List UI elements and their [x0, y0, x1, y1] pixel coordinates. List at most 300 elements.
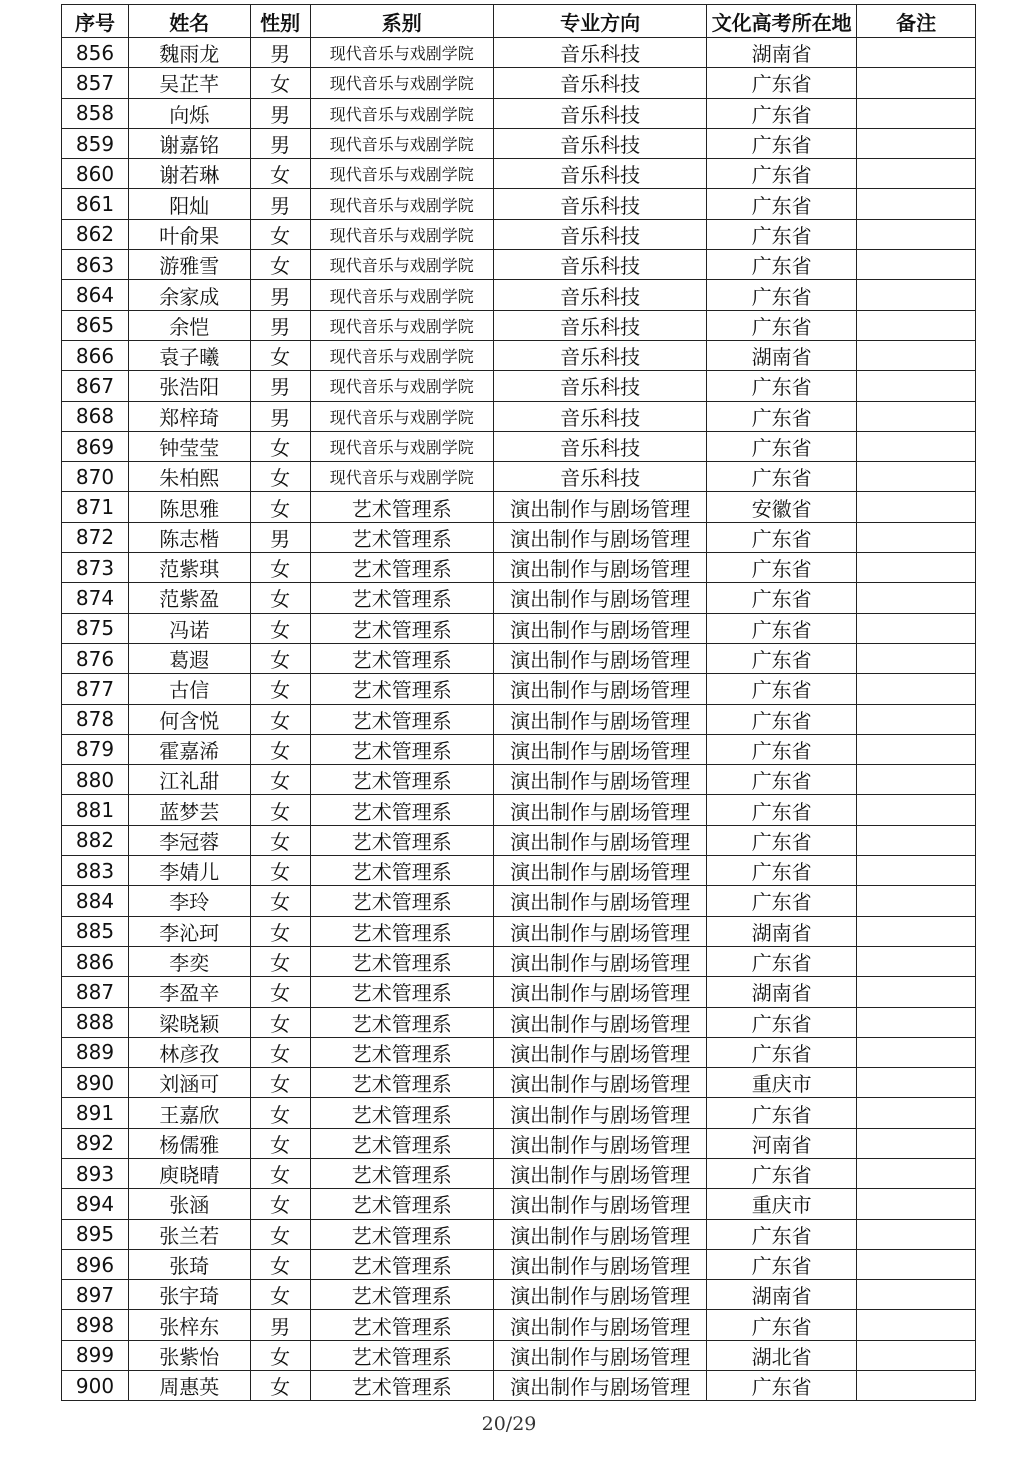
cell-note: [857, 492, 976, 522]
cell-no: 891: [62, 1098, 129, 1128]
cell-dept: 艺术管理系: [310, 1007, 494, 1037]
cell-no: 899: [62, 1340, 129, 1370]
cell-major: 音乐科技: [494, 371, 707, 401]
table-row: [62, 643, 976, 673]
cell-note: [857, 340, 976, 370]
cell-name: 谢嘉铭: [128, 128, 250, 158]
cell-name: 周惠英: [128, 1371, 250, 1401]
cell-major: 音乐科技: [494, 431, 707, 461]
cell-no: 884: [62, 886, 129, 916]
cell-major: 音乐科技: [494, 280, 707, 310]
table-row: [62, 38, 976, 68]
cell-dept: 现代音乐与戏剧学院: [310, 462, 494, 492]
cell-dept: 艺术管理系: [310, 643, 494, 673]
cell-sex: 女: [250, 1007, 310, 1037]
cell-sex: 女: [250, 1128, 310, 1158]
cell-name: 张紫怡: [128, 1340, 250, 1370]
cell-major: 音乐科技: [494, 250, 707, 280]
cell-name: 杨儒雅: [128, 1128, 250, 1158]
table-row: [62, 219, 976, 249]
cell-name: 陈思雅: [128, 492, 250, 522]
cell-dept: 现代音乐与戏剧学院: [310, 431, 494, 461]
cell-sex: 男: [250, 522, 310, 552]
cell-note: [857, 401, 976, 431]
cell-name: 霍嘉浠: [128, 734, 250, 764]
cell-major: 演出制作与剧场管理: [494, 1219, 707, 1249]
cell-major: 演出制作与剧场管理: [494, 1128, 707, 1158]
cell-no: 863: [62, 250, 129, 280]
table-row: [62, 553, 976, 583]
cell-province: 广东省: [707, 946, 857, 976]
table-body: [62, 38, 976, 1401]
cell-dept: 现代音乐与戏剧学院: [310, 38, 494, 68]
cell-province: 广东省: [707, 462, 857, 492]
cell-province: 广东省: [707, 371, 857, 401]
cell-no: 882: [62, 825, 129, 855]
cell-sex: 女: [250, 462, 310, 492]
cell-note: [857, 159, 976, 189]
cell-province: 湖南省: [707, 38, 857, 68]
cell-note: [857, 1068, 976, 1098]
table-row: [62, 916, 976, 946]
cell-name: 范紫盈: [128, 583, 250, 613]
cell-dept: 艺术管理系: [310, 1249, 494, 1279]
cell-sex: 女: [250, 765, 310, 795]
cell-name: 张梓东: [128, 1310, 250, 1340]
cell-note: [857, 1310, 976, 1340]
cell-dept: 艺术管理系: [310, 795, 494, 825]
cell-major: 演出制作与剧场管理: [494, 916, 707, 946]
cell-note: [857, 1371, 976, 1401]
cell-name: 李沁珂: [128, 916, 250, 946]
cell-sex: 女: [250, 1037, 310, 1067]
cell-province: 广东省: [707, 1007, 857, 1037]
cell-no: 858: [62, 98, 129, 128]
cell-note: [857, 674, 976, 704]
cell-sex: 女: [250, 886, 310, 916]
table-row: [62, 613, 976, 643]
cell-note: [857, 522, 976, 552]
cell-province: 广东省: [707, 1249, 857, 1279]
cell-no: 870: [62, 462, 129, 492]
cell-name: 袁子曦: [128, 340, 250, 370]
cell-note: [857, 431, 976, 461]
cell-major: 演出制作与剧场管理: [494, 1158, 707, 1188]
cell-note: [857, 1280, 976, 1310]
cell-name: 谢若琳: [128, 159, 250, 189]
table-row: [62, 1158, 976, 1188]
cell-major: 演出制作与剧场管理: [494, 553, 707, 583]
cell-name: 梁晓颖: [128, 1007, 250, 1037]
header-sex: 性别: [250, 5, 310, 38]
cell-name: 张涵: [128, 1189, 250, 1219]
cell-province: 广东省: [707, 613, 857, 643]
cell-province: 广东省: [707, 704, 857, 734]
cell-name: 朱柏熙: [128, 462, 250, 492]
table-row: [62, 1189, 976, 1219]
cell-no: 881: [62, 795, 129, 825]
cell-no: 879: [62, 734, 129, 764]
cell-note: [857, 1340, 976, 1370]
cell-major: 演出制作与剧场管理: [494, 946, 707, 976]
cell-no: 892: [62, 1128, 129, 1158]
cell-major: 演出制作与剧场管理: [494, 886, 707, 916]
table-header-row: [62, 5, 976, 38]
cell-name: 魏雨龙: [128, 38, 250, 68]
table-row: [62, 1310, 976, 1340]
header-name: 姓名: [128, 5, 250, 38]
cell-province: 重庆市: [707, 1189, 857, 1219]
cell-name: 阳灿: [128, 189, 250, 219]
cell-note: [857, 553, 976, 583]
cell-province: 湖南省: [707, 977, 857, 1007]
cell-note: [857, 371, 976, 401]
cell-note: [857, 68, 976, 98]
cell-sex: 女: [250, 916, 310, 946]
cell-major: 音乐科技: [494, 219, 707, 249]
table-row: [62, 310, 976, 340]
cell-no: 888: [62, 1007, 129, 1037]
cell-major: 演出制作与剧场管理: [494, 825, 707, 855]
table-row: [62, 765, 976, 795]
cell-no: 875: [62, 613, 129, 643]
cell-dept: 艺术管理系: [310, 1340, 494, 1370]
cell-note: [857, 1037, 976, 1067]
cell-major: 音乐科技: [494, 462, 707, 492]
cell-major: 演出制作与剧场管理: [494, 734, 707, 764]
cell-name: 王嘉欣: [128, 1098, 250, 1128]
table-row: [62, 1128, 976, 1158]
cell-dept: 艺术管理系: [310, 1219, 494, 1249]
cell-no: 898: [62, 1310, 129, 1340]
cell-no: 862: [62, 219, 129, 249]
cell-no: 869: [62, 431, 129, 461]
cell-dept: 艺术管理系: [310, 613, 494, 643]
cell-major: 演出制作与剧场管理: [494, 856, 707, 886]
cell-province: 河南省: [707, 1128, 857, 1158]
cell-note: [857, 1189, 976, 1219]
cell-note: [857, 1158, 976, 1188]
cell-no: 866: [62, 340, 129, 370]
cell-major: 音乐科技: [494, 38, 707, 68]
cell-no: 880: [62, 765, 129, 795]
cell-note: [857, 643, 976, 673]
table-row: [62, 886, 976, 916]
cell-name: 江礼甜: [128, 765, 250, 795]
cell-note: [857, 856, 976, 886]
cell-dept: 艺术管理系: [310, 856, 494, 886]
table-row: [62, 371, 976, 401]
cell-no: 877: [62, 674, 129, 704]
cell-sex: 女: [250, 825, 310, 855]
table-row: [62, 1280, 976, 1310]
cell-province: 广东省: [707, 250, 857, 280]
cell-dept: 现代音乐与戏剧学院: [310, 98, 494, 128]
cell-dept: 艺术管理系: [310, 1158, 494, 1188]
cell-sex: 女: [250, 643, 310, 673]
cell-note: [857, 1219, 976, 1249]
cell-note: [857, 38, 976, 68]
cell-name: 张琦: [128, 1249, 250, 1279]
cell-major: 演出制作与剧场管理: [494, 1068, 707, 1098]
cell-note: [857, 795, 976, 825]
cell-dept: 现代音乐与戏剧学院: [310, 371, 494, 401]
cell-sex: 女: [250, 613, 310, 643]
header-note: 备注: [857, 5, 976, 38]
cell-province: 广东省: [707, 522, 857, 552]
cell-no: 860: [62, 159, 129, 189]
cell-dept: 艺术管理系: [310, 583, 494, 613]
cell-province: 广东省: [707, 734, 857, 764]
table-row: [62, 522, 976, 552]
cell-note: [857, 189, 976, 219]
cell-name: 李冠蓉: [128, 825, 250, 855]
table-row: [62, 98, 976, 128]
cell-sex: 女: [250, 1158, 310, 1188]
table-row: [62, 704, 976, 734]
table-row: [62, 68, 976, 98]
cell-note: [857, 98, 976, 128]
cell-sex: 女: [250, 1068, 310, 1098]
cell-province: 广东省: [707, 795, 857, 825]
student-table: [61, 4, 976, 1401]
cell-note: [857, 765, 976, 795]
cell-dept: 艺术管理系: [310, 1037, 494, 1067]
cell-province: 广东省: [707, 128, 857, 158]
cell-note: [857, 613, 976, 643]
cell-name: 陈志楷: [128, 522, 250, 552]
cell-province: 广东省: [707, 189, 857, 219]
cell-dept: 艺术管理系: [310, 1189, 494, 1219]
cell-note: [857, 219, 976, 249]
cell-major: 演出制作与剧场管理: [494, 1280, 707, 1310]
cell-dept: 艺术管理系: [310, 825, 494, 855]
table-row: [62, 977, 976, 1007]
cell-province: 广东省: [707, 553, 857, 583]
cell-province: 广东省: [707, 856, 857, 886]
cell-name: 张浩阳: [128, 371, 250, 401]
table-row: [62, 340, 976, 370]
cell-dept: 艺术管理系: [310, 946, 494, 976]
table-row: [62, 946, 976, 976]
cell-sex: 女: [250, 250, 310, 280]
cell-major: 演出制作与剧场管理: [494, 1007, 707, 1037]
cell-note: [857, 825, 976, 855]
cell-name: 李玲: [128, 886, 250, 916]
cell-major: 演出制作与剧场管理: [494, 1249, 707, 1279]
cell-dept: 艺术管理系: [310, 492, 494, 522]
cell-sex: 女: [250, 1280, 310, 1310]
table-row: [62, 856, 976, 886]
cell-sex: 女: [250, 431, 310, 461]
cell-province: 重庆市: [707, 1068, 857, 1098]
table-row: [62, 189, 976, 219]
cell-no: 895: [62, 1219, 129, 1249]
cell-name: 冯诺: [128, 613, 250, 643]
cell-no: 878: [62, 704, 129, 734]
cell-name: 余恺: [128, 310, 250, 340]
cell-sex: 女: [250, 1189, 310, 1219]
cell-province: 湖南省: [707, 340, 857, 370]
cell-major: 音乐科技: [494, 340, 707, 370]
table-row: [62, 401, 976, 431]
cell-sex: 女: [250, 795, 310, 825]
cell-sex: 男: [250, 401, 310, 431]
cell-sex: 女: [250, 553, 310, 583]
cell-sex: 女: [250, 734, 310, 764]
cell-note: [857, 310, 976, 340]
cell-name: 蓝梦芸: [128, 795, 250, 825]
cell-major: 演出制作与剧场管理: [494, 643, 707, 673]
cell-name: 余家成: [128, 280, 250, 310]
cell-no: 886: [62, 946, 129, 976]
cell-major: 演出制作与剧场管理: [494, 1189, 707, 1219]
cell-no: 859: [62, 128, 129, 158]
table-row: [62, 1371, 976, 1401]
cell-name: 林彦孜: [128, 1037, 250, 1067]
cell-province: 安徽省: [707, 492, 857, 522]
cell-note: [857, 1128, 976, 1158]
cell-dept: 艺术管理系: [310, 553, 494, 583]
cell-name: 李盈辛: [128, 977, 250, 1007]
cell-sex: 女: [250, 159, 310, 189]
header-province: 文化高考所在地: [707, 5, 857, 38]
cell-note: [857, 704, 976, 734]
cell-name: 李婧儿: [128, 856, 250, 886]
cell-province: 广东省: [707, 159, 857, 189]
cell-name: 张兰若: [128, 1219, 250, 1249]
cell-note: [857, 916, 976, 946]
cell-dept: 现代音乐与戏剧学院: [310, 159, 494, 189]
table-row: [62, 795, 976, 825]
table-row: [62, 825, 976, 855]
cell-province: 广东省: [707, 1037, 857, 1067]
cell-no: 876: [62, 643, 129, 673]
cell-dept: 现代音乐与戏剧学院: [310, 250, 494, 280]
cell-dept: 现代音乐与戏剧学院: [310, 310, 494, 340]
cell-province: 广东省: [707, 765, 857, 795]
cell-dept: 现代音乐与戏剧学院: [310, 128, 494, 158]
cell-sex: 女: [250, 583, 310, 613]
table-row: [62, 462, 976, 492]
cell-province: 广东省: [707, 1310, 857, 1340]
cell-no: 873: [62, 553, 129, 583]
cell-province: 广东省: [707, 401, 857, 431]
cell-dept: 艺术管理系: [310, 1128, 494, 1158]
table-row: [62, 674, 976, 704]
table-row: [62, 1249, 976, 1279]
cell-dept: 艺术管理系: [310, 765, 494, 795]
cell-province: 广东省: [707, 583, 857, 613]
cell-note: [857, 946, 976, 976]
table-row: [62, 1098, 976, 1128]
cell-dept: 艺术管理系: [310, 916, 494, 946]
cell-note: [857, 583, 976, 613]
cell-note: [857, 462, 976, 492]
cell-no: 856: [62, 38, 129, 68]
cell-major: 演出制作与剧场管理: [494, 613, 707, 643]
cell-dept: 艺术管理系: [310, 886, 494, 916]
cell-note: [857, 886, 976, 916]
cell-sex: 女: [250, 492, 310, 522]
cell-sex: 男: [250, 98, 310, 128]
header-dept: 系别: [310, 5, 494, 38]
cell-sex: 女: [250, 1371, 310, 1401]
cell-note: [857, 280, 976, 310]
cell-sex: 女: [250, 340, 310, 370]
cell-no: 861: [62, 189, 129, 219]
table-row: [62, 250, 976, 280]
cell-major: 音乐科技: [494, 401, 707, 431]
cell-province: 广东省: [707, 310, 857, 340]
cell-major: 演出制作与剧场管理: [494, 1340, 707, 1370]
cell-no: 900: [62, 1371, 129, 1401]
cell-name: 何含悦: [128, 704, 250, 734]
cell-name: 叶俞果: [128, 219, 250, 249]
cell-no: 883: [62, 856, 129, 886]
cell-province: 广东省: [707, 643, 857, 673]
cell-no: 896: [62, 1249, 129, 1279]
cell-name: 张宇琦: [128, 1280, 250, 1310]
cell-name: 庾晓晴: [128, 1158, 250, 1188]
cell-dept: 现代音乐与戏剧学院: [310, 68, 494, 98]
cell-no: 857: [62, 68, 129, 98]
cell-no: 893: [62, 1158, 129, 1188]
cell-major: 演出制作与剧场管理: [494, 583, 707, 613]
cell-sex: 女: [250, 1098, 310, 1128]
cell-sex: 女: [250, 946, 310, 976]
table-row: [62, 583, 976, 613]
cell-dept: 艺术管理系: [310, 977, 494, 1007]
cell-note: [857, 128, 976, 158]
cell-major: 音乐科技: [494, 68, 707, 98]
table-row: [62, 159, 976, 189]
cell-major: 演出制作与剧场管理: [494, 795, 707, 825]
cell-no: 864: [62, 280, 129, 310]
cell-note: [857, 734, 976, 764]
cell-note: [857, 1007, 976, 1037]
cell-major: 演出制作与剧场管理: [494, 522, 707, 552]
cell-major: 演出制作与剧场管理: [494, 977, 707, 1007]
cell-dept: 艺术管理系: [310, 1098, 494, 1128]
header-major: 专业方向: [494, 5, 707, 38]
cell-major: 音乐科技: [494, 159, 707, 189]
cell-name: 李奕: [128, 946, 250, 976]
cell-no: 868: [62, 401, 129, 431]
cell-no: 885: [62, 916, 129, 946]
cell-province: 广东省: [707, 674, 857, 704]
cell-sex: 女: [250, 977, 310, 1007]
table-row: [62, 1340, 976, 1370]
cell-dept: 现代音乐与戏剧学院: [310, 401, 494, 431]
cell-major: 演出制作与剧场管理: [494, 1098, 707, 1128]
cell-major: 音乐科技: [494, 310, 707, 340]
cell-dept: 艺术管理系: [310, 1280, 494, 1310]
cell-province: 湖南省: [707, 1280, 857, 1310]
page-number: 20/29: [481, 1413, 537, 1435]
cell-no: 871: [62, 492, 129, 522]
cell-major: 音乐科技: [494, 189, 707, 219]
cell-name: 游雅雪: [128, 250, 250, 280]
cell-sex: 女: [250, 68, 310, 98]
cell-name: 向烁: [128, 98, 250, 128]
cell-sex: 女: [250, 674, 310, 704]
cell-no: 894: [62, 1189, 129, 1219]
cell-province: 广东省: [707, 219, 857, 249]
table-row: [62, 431, 976, 461]
cell-province: 广东省: [707, 1098, 857, 1128]
cell-dept: 现代音乐与戏剧学院: [310, 340, 494, 370]
